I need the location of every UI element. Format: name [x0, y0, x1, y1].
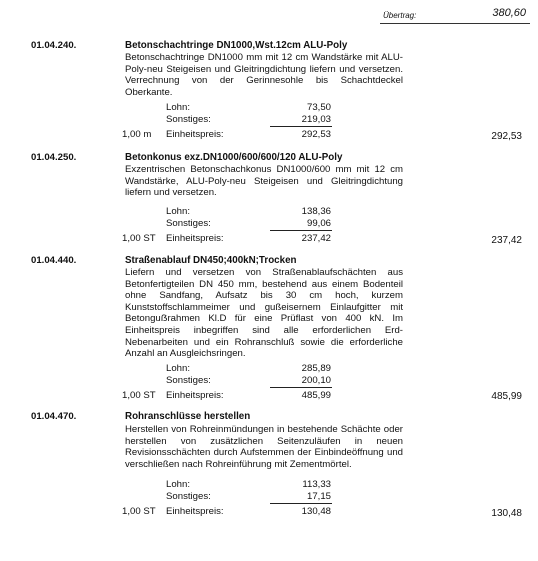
unit-price-value: 485,99	[301, 390, 331, 401]
position-title: Rohranschlüsse herstellen	[125, 411, 251, 422]
unit-price-label: Einheitspreis:	[166, 390, 224, 401]
lohn-label: Lohn:	[166, 102, 191, 113]
description-line: Betonfertigteilen DN 450 mm, bestehend aus einem Bodenteil	[125, 278, 403, 290]
position-number: 01.04.250.	[31, 152, 77, 163]
total-price-value: 130,48	[491, 508, 522, 519]
carry-over-label: Übertrag:	[383, 11, 417, 20]
total-price-value: 485,99	[491, 391, 522, 402]
unit-price-label: Einheitspreis:	[166, 506, 224, 517]
description-line: Herstellen von Rohreinmündungen in bestehende Schächte oder	[125, 424, 403, 435]
description-line: Nebenarbeiten und ein Rohranschluß sowie die erforderliche	[125, 336, 403, 348]
description-line: herstellen von zusätzlichen Seitenzuläufen in neuen	[125, 435, 403, 447]
lohn-label: Lohn:	[166, 206, 191, 217]
position-description	[125, 424, 403, 470]
sonstiges-label: Sonstiges:	[166, 114, 211, 125]
description-line: Poly-neu Steigeisen und Gleitringdichtung liefern und versetzen.	[125, 63, 403, 75]
lohn-value: 138,36	[301, 206, 331, 217]
position-number: 01.04.240.	[31, 40, 77, 51]
description-line: verschließen nach Rohreinführung mit Zementmörtel.	[125, 458, 352, 470]
sonstiges-value: 200,10	[301, 375, 331, 386]
header-rule	[380, 23, 530, 24]
position-description	[125, 52, 403, 98]
description-line: Anzahl an Ausgleichsringen.	[125, 348, 246, 360]
description-line: Kunststoffschlammeimer und gußeisernem Einlaufgitter mit	[125, 301, 403, 313]
sum-rule	[270, 126, 332, 127]
carry-over-value: 380,60	[492, 7, 526, 19]
sonstiges-value: 99,06	[306, 218, 331, 229]
quantity: 1,00 ST	[122, 506, 156, 517]
description-line: Exzentrischen Betonschachkonus DN1000/600 mm mit 12 cm	[125, 164, 403, 175]
sonstiges-value: 17,15	[306, 491, 331, 502]
position-number: 01.04.470.	[31, 411, 77, 422]
sum-rule	[270, 503, 332, 504]
unit-price-value: 292,53	[301, 129, 331, 140]
position-title: Straßenablauf DN450;400kN;Trocken	[125, 255, 297, 266]
position-description	[125, 164, 403, 199]
quantity: 1,00 ST	[122, 233, 156, 244]
position-description	[125, 267, 403, 360]
description-line: Wandstärke, ALU-Poly-neu Steigeisen und Gleitringdichtung	[125, 175, 403, 187]
lohn-value: 285,89	[301, 363, 331, 374]
description-line: liefern und versetzen.	[125, 187, 217, 199]
unit-price-value: 130,48	[301, 506, 331, 517]
position-title: Betonschachtringe DN1000,Wst.12cm ALU-Poly	[125, 40, 348, 51]
sonstiges-label: Sonstiges:	[166, 375, 211, 386]
sum-rule	[270, 230, 332, 231]
description-line: Revisionsschächten durch Aufstemmen der Einbindeöffnung und	[125, 447, 403, 459]
description-line: ohne Sandfang, Aufsatz bis 30 cm hoch, kurzem	[125, 290, 403, 302]
description-line: Betonschachtringe DN1000 mm mit 12 cm Wandstärke mit ALU-	[125, 52, 403, 63]
description-line: Oberkante.	[125, 86, 173, 98]
position-title: Betonkonus exz.DN1000/600/600/120 ALU-Poly	[125, 152, 343, 163]
quantity: 1,00 ST	[122, 390, 156, 401]
description-line: Einheitspreis inbegriffen sind alle erforderlichen Erd-	[125, 324, 403, 336]
unit-price-value: 237,42	[301, 233, 331, 244]
lohn-label: Lohn:	[166, 363, 191, 374]
description-line: Liefern und versetzen von Straßenablaufschächten aus	[125, 267, 403, 278]
lohn-value: 113,33	[302, 479, 331, 490]
sonstiges-value: 219,03	[301, 114, 331, 125]
description-line: Betonguẞrahmen Kl.D für eine Prüflast von 400 kN. Im	[125, 313, 403, 325]
sonstiges-label: Sonstiges:	[166, 491, 211, 502]
lohn-label: Lohn:	[166, 479, 191, 490]
lohn-value: 73,50	[306, 102, 331, 113]
position-number: 01.04.440.	[31, 255, 77, 266]
sum-rule	[270, 387, 332, 388]
sonstiges-label: Sonstiges:	[166, 218, 211, 229]
total-price-value: 237,42	[491, 235, 522, 246]
description-line: Verrechnung von der Gerinnesohle bis Schachtdeckel	[125, 75, 403, 87]
total-price-value: 292,53	[491, 131, 522, 142]
unit-price-label: Einheitspreis:	[166, 129, 224, 140]
quantity: 1,00 m	[122, 129, 152, 140]
unit-price-label: Einheitspreis:	[166, 233, 224, 244]
